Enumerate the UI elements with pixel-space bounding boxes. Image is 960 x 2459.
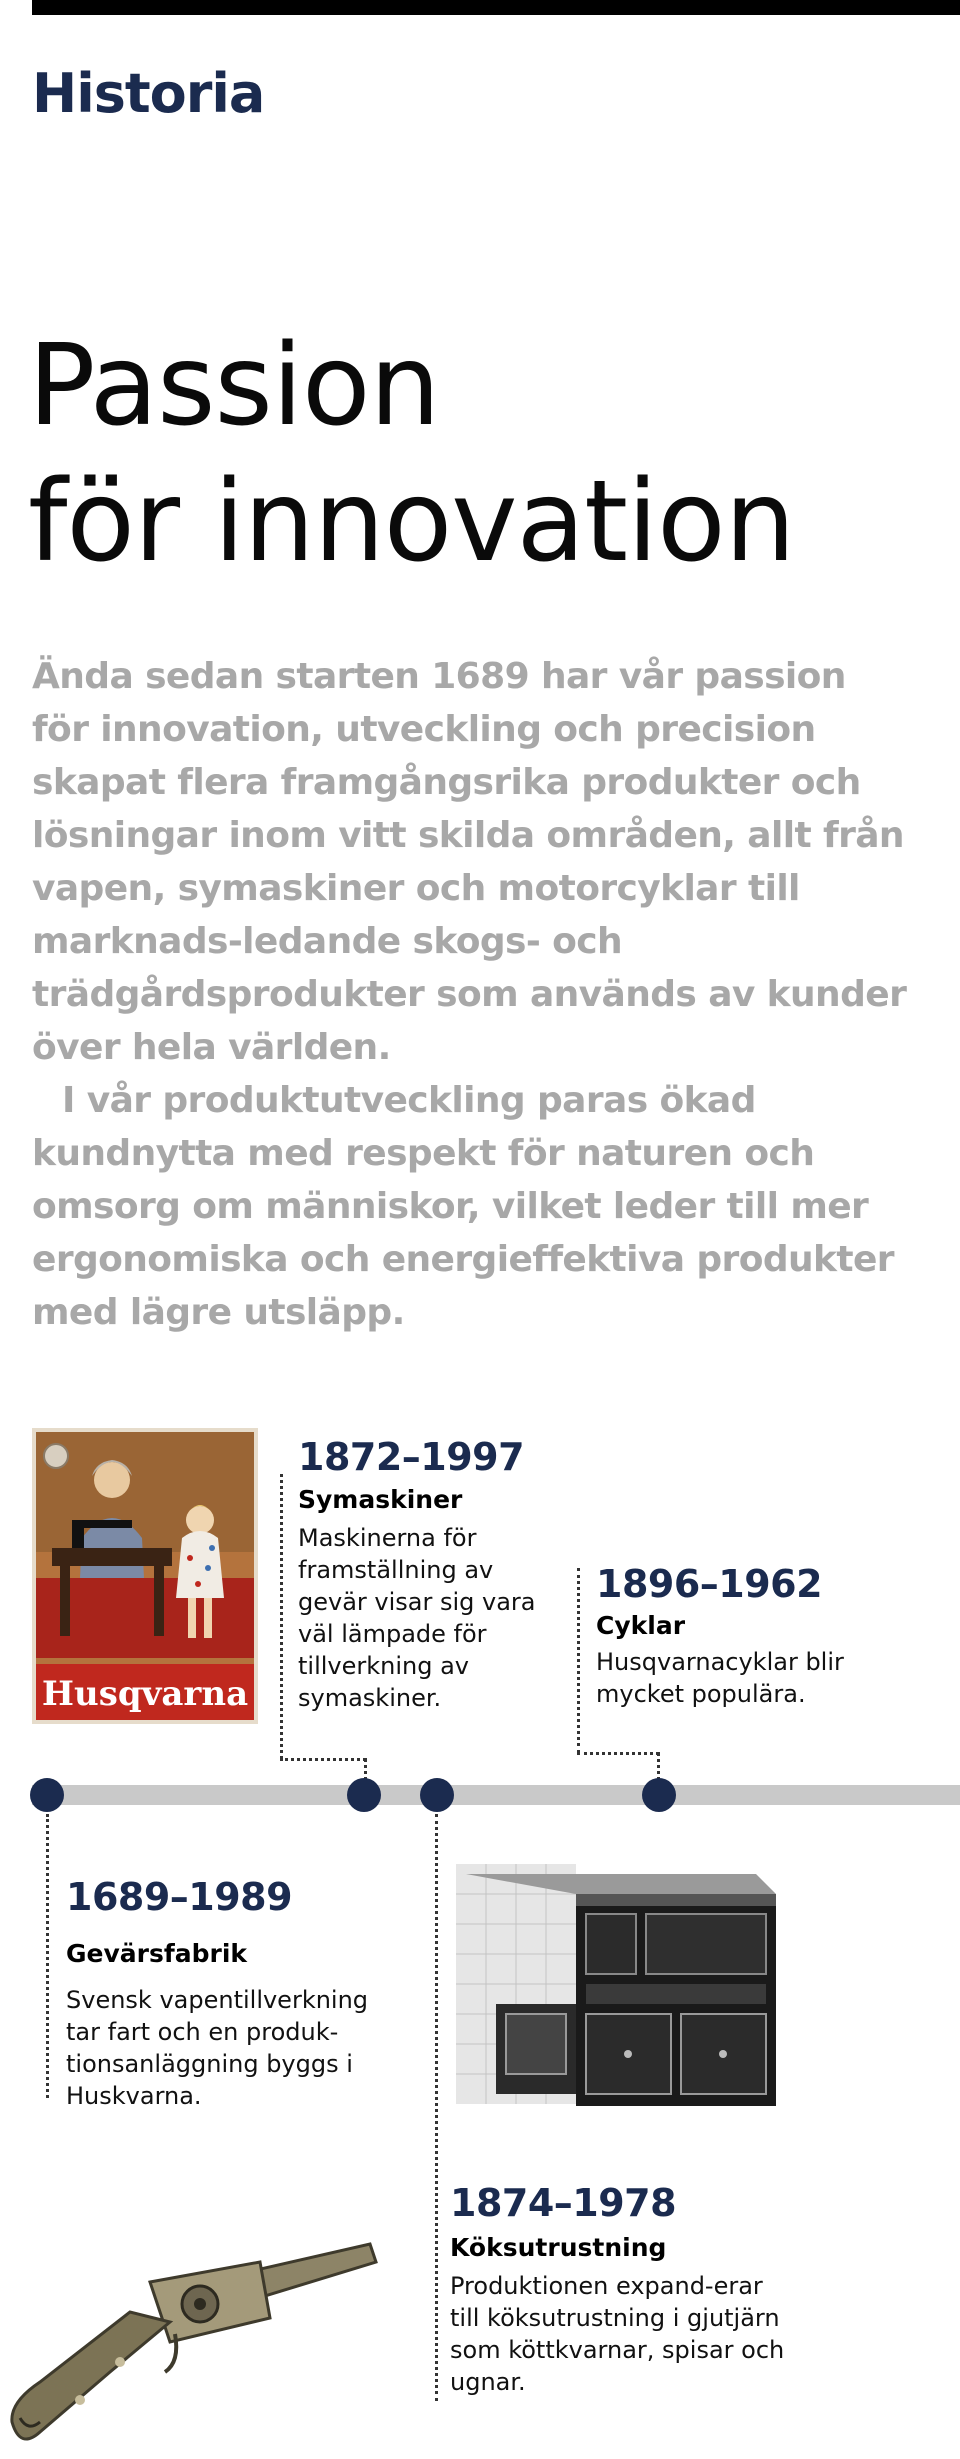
timeline-event-1872 <box>298 1432 538 1714</box>
event-years: 1872–1997 <box>298 1435 525 1479</box>
timeline-dot-1896 <box>642 1778 676 1812</box>
timeline-dot-1872 <box>347 1778 381 1812</box>
event-title: Cyklar <box>596 1611 686 1640</box>
stove-icon <box>456 1854 786 2114</box>
event-title: Köksutrustning <box>450 2233 667 2262</box>
top-rule <box>32 0 960 15</box>
intro-paragraph-1: Ända sedan starten 1689 har vår passion för innovation, utveckling och precision skapat flera framgångsrika produkter och lösningar inom vitt skilda områden, allt från vapen, symaskiner och motorcyklar till marknads-ledande skogs- och trädgårdsprodukter som används av kunder över hela världen. <box>32 656 907 1068</box>
timeline-axis <box>32 1785 960 1805</box>
timeline-dot-1689 <box>30 1778 64 1812</box>
connector-1896-bottom <box>577 1752 659 1755</box>
stove-image <box>456 1854 786 2114</box>
intro-text <box>32 650 912 1339</box>
page-headline <box>28 318 795 590</box>
event-description: Svensk vapentillverkning tar fart och en produk-tionsanläggning byggs i Huskvarna. <box>66 1986 369 2110</box>
headline-line-1: Passion <box>28 321 440 451</box>
connector-1872-left <box>280 1474 283 1759</box>
intro-paragraph-2: I vår produktutveckling paras ökad kundnytta med respekt för naturen och omsorg om människor, vilket leder till mer ergonomiska och energieffektiva produkter med lägre utsläpp. <box>32 1080 894 1333</box>
timeline-event-1689 <box>66 1870 386 2112</box>
sewing-poster-icon <box>32 1428 258 1724</box>
pistol-icon <box>0 2222 380 2455</box>
timeline-event-1874 <box>450 2176 790 2398</box>
event-years: 1896–1962 <box>596 1562 823 1606</box>
event-description: Produktionen expand-erar till köksutrustning i gjutjärn som köttkvarnar, spisar och ugnar. <box>450 2272 785 2396</box>
connector-1874 <box>435 1814 438 2401</box>
event-title: Gevärsfabrik <box>66 1939 248 1968</box>
headline-line-2: för innovation <box>28 457 795 587</box>
event-years: 1689–1989 <box>66 1875 293 1919</box>
poster-brand-text: Husqvarna <box>41 1674 249 1714</box>
timeline-dot-1874 <box>420 1778 454 1812</box>
connector-1689 <box>46 1814 49 2098</box>
event-description: Husqvarnacyklar blir mycket populära. <box>596 1648 844 1708</box>
pistol-image <box>0 2222 380 2455</box>
timeline-event-1896 <box>596 1560 896 1710</box>
connector-1872-bottom <box>280 1758 366 1761</box>
event-title: Symaskiner <box>298 1485 463 1514</box>
event-description: Maskinerna för framställning av gevär visar sig vara väl lämpade för tillverkning av symaskiner. <box>298 1524 536 1712</box>
section-label: Historia <box>32 62 265 125</box>
sewing-poster-image <box>32 1428 258 1724</box>
connector-1896-left <box>577 1568 580 1753</box>
event-years: 1874–1978 <box>450 2181 677 2225</box>
